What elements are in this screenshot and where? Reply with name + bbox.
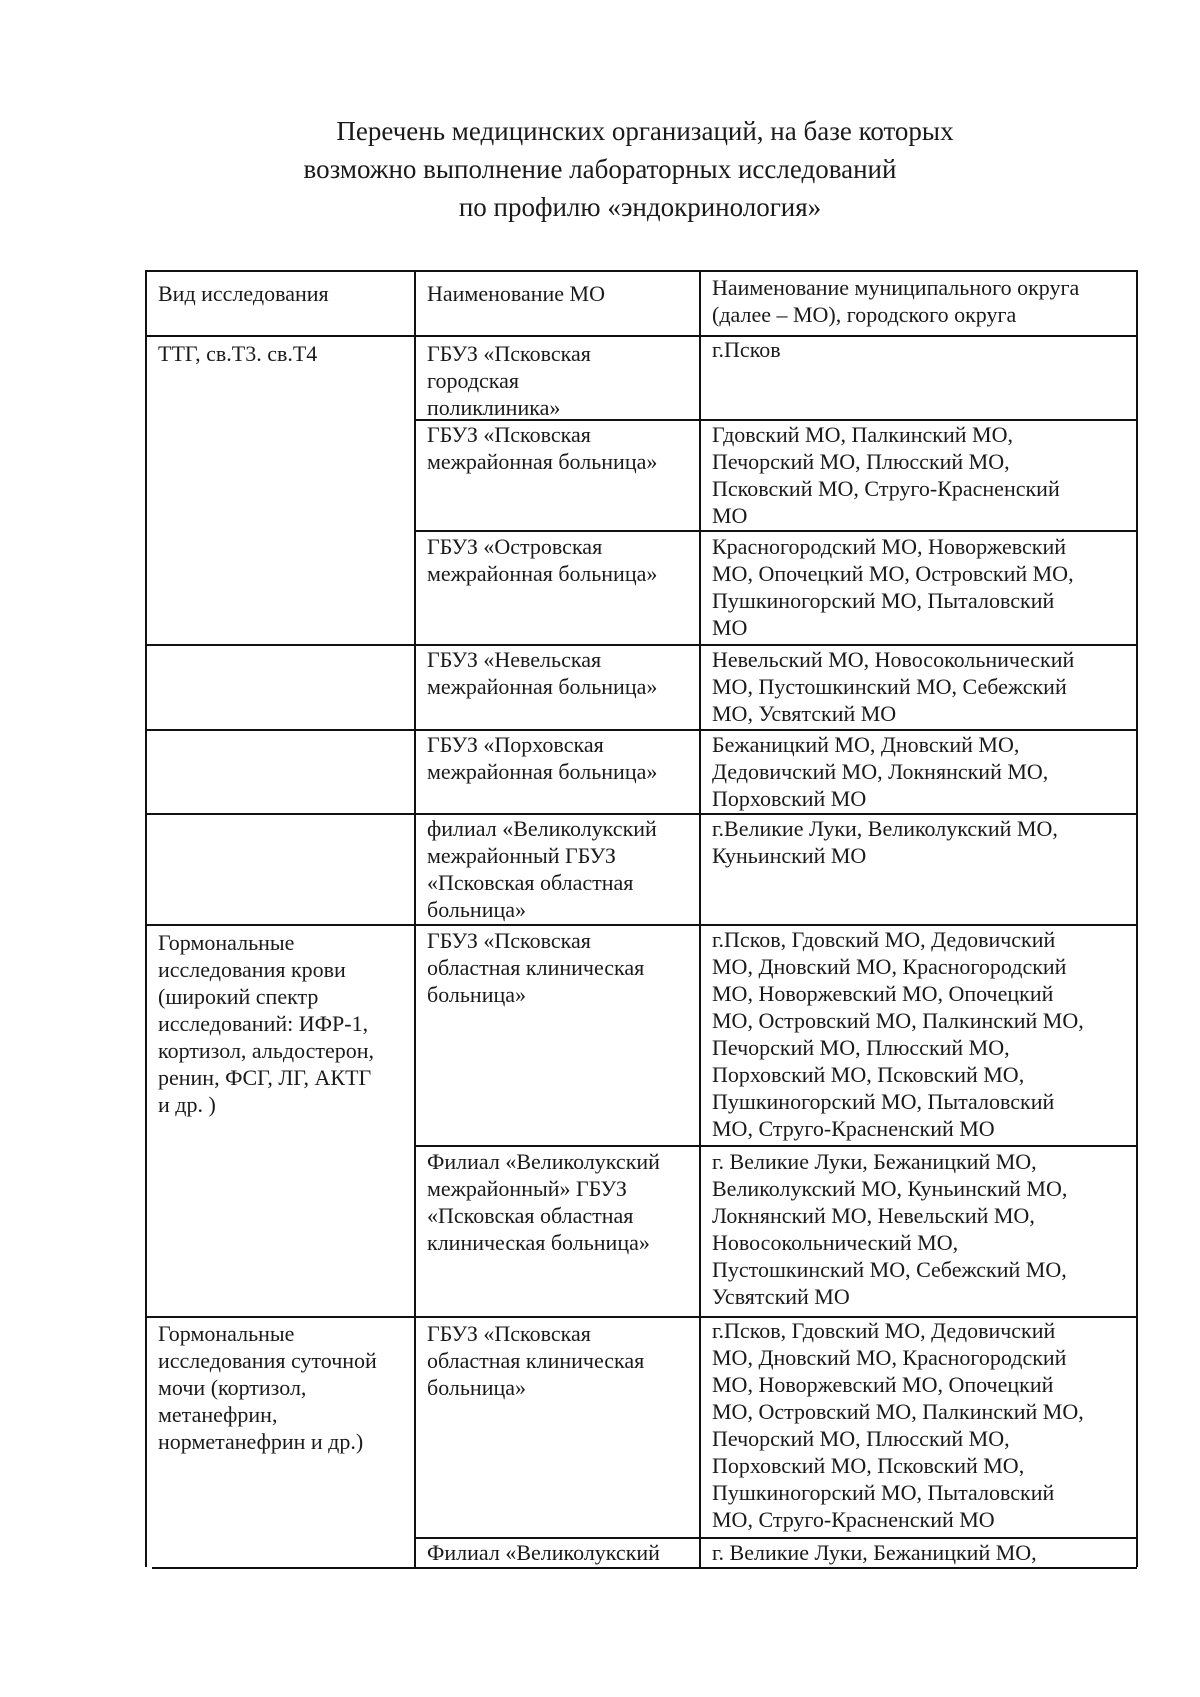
title-line-3: по профилю «эндокринология» xyxy=(458,192,822,222)
title-line-1: Перечень медицинских организаций, на базе которых xyxy=(336,116,954,146)
row-districts: Гдовский МО, Палкинский МО, Печорский МО, Плюсский МО, Псковский МО, Струго-Красненский МО xyxy=(712,422,1060,528)
row-districts: Бежаницкий МО, Дновский МО, Дедовичский МО, Локнянский МО, Порховский МО xyxy=(712,732,1049,811)
row-research: ТТГ, св.Т3. св.Т4 xyxy=(158,341,318,366)
row-districts: г.Псков, Гдовский МО, Дедовичский МО, Дновский МО, Красногородский МО, Новоржевский МО, Опочецкий МО, Островский МО, Палкинский МО, Печорский МО, Плюсский МО, Порховский МО, Псковский МО, Пушкиногорский МО, Пыталовский МО, Струго-Красненский МО xyxy=(712,927,1084,1141)
row-districts: Невельский МО, Новосокольнический МО, Пустошкинский МО, Себежский МО, Усвятский МО xyxy=(712,647,1075,726)
row-organization: ГБУЗ «Псковская областная клиническая больница» xyxy=(427,928,645,1007)
header-research-type: Вид исследования xyxy=(158,281,329,306)
row-districts: г. Великие Луки, Бежаницкий МО, xyxy=(712,1540,1037,1565)
row-districts: г.Псков, Гдовский МО, Дедовичский МО, Дновский МО, Красногородский МО, Новоржевский МО, Опочецкий МО, Островский МО, Палкинский МО, Печорский МО, Плюсский МО, Порховский МО, Псковский МО, Пушкиногорский МО, Пыталовский МО, Струго-Красненский МО xyxy=(712,1318,1084,1532)
row-districts: г.Псков xyxy=(712,337,781,362)
row-organization: ГБУЗ «Невельская межрайонная больница» xyxy=(427,647,658,699)
row-research: Гормональные исследования крови (широкий спектр исследований: ИФР-1, кортизол, альдостерон, ренин, ФСГ, ЛГ, АКТГ и др. ) xyxy=(158,930,375,1117)
row-districts: г. Великие Луки, Бежаницкий МО, Великолукский МО, Куньинский МО, Локнянский МО, Невельский МО, Новосокольнический МО, Пустошкинский МО, Себежский МО, Усвятский МО xyxy=(712,1149,1068,1309)
row-organization: ГБУЗ «Порховская межрайонная больница» xyxy=(427,732,658,784)
row-organization: Филиал «Великолукский xyxy=(427,1540,660,1565)
row-organization: ГБУЗ «Псковская межрайонная больница» xyxy=(427,422,658,474)
row-organization: ГБУЗ «Псковская городская поликлиника» xyxy=(427,341,591,420)
row-organization: ГБУЗ «Псковская областная клиническая больница» xyxy=(427,1321,645,1400)
row-organization: филиал «Великолукский межрайонный ГБУЗ «Псковская областная больница» xyxy=(427,816,657,922)
header-district: Наименование муниципального округа (далее – МО), городского округа xyxy=(712,275,1080,327)
row-organization: ГБУЗ «Островская межрайонная больница» xyxy=(427,534,658,586)
title-line-2: возможно выполнение лабораторных исследований xyxy=(303,154,897,184)
row-districts: Красногородский МО, Новоржевский МО, Опочецкий МО, Островский МО, Пушкиногорский МО, Пыталовский МО xyxy=(712,534,1074,640)
row-organization: Филиал «Великолукский межрайонный» ГБУЗ «Псковская областная клиническая больница» xyxy=(427,1149,660,1255)
row-districts: г.Великие Луки, Великолукский МО, Куньинский МО xyxy=(712,816,1058,868)
header-mo-name: Наименование МО xyxy=(427,281,606,306)
row-research: Гормональные исследования суточной мочи (кортизол, метанефрин, норметанефрин и др.) xyxy=(158,1321,377,1454)
